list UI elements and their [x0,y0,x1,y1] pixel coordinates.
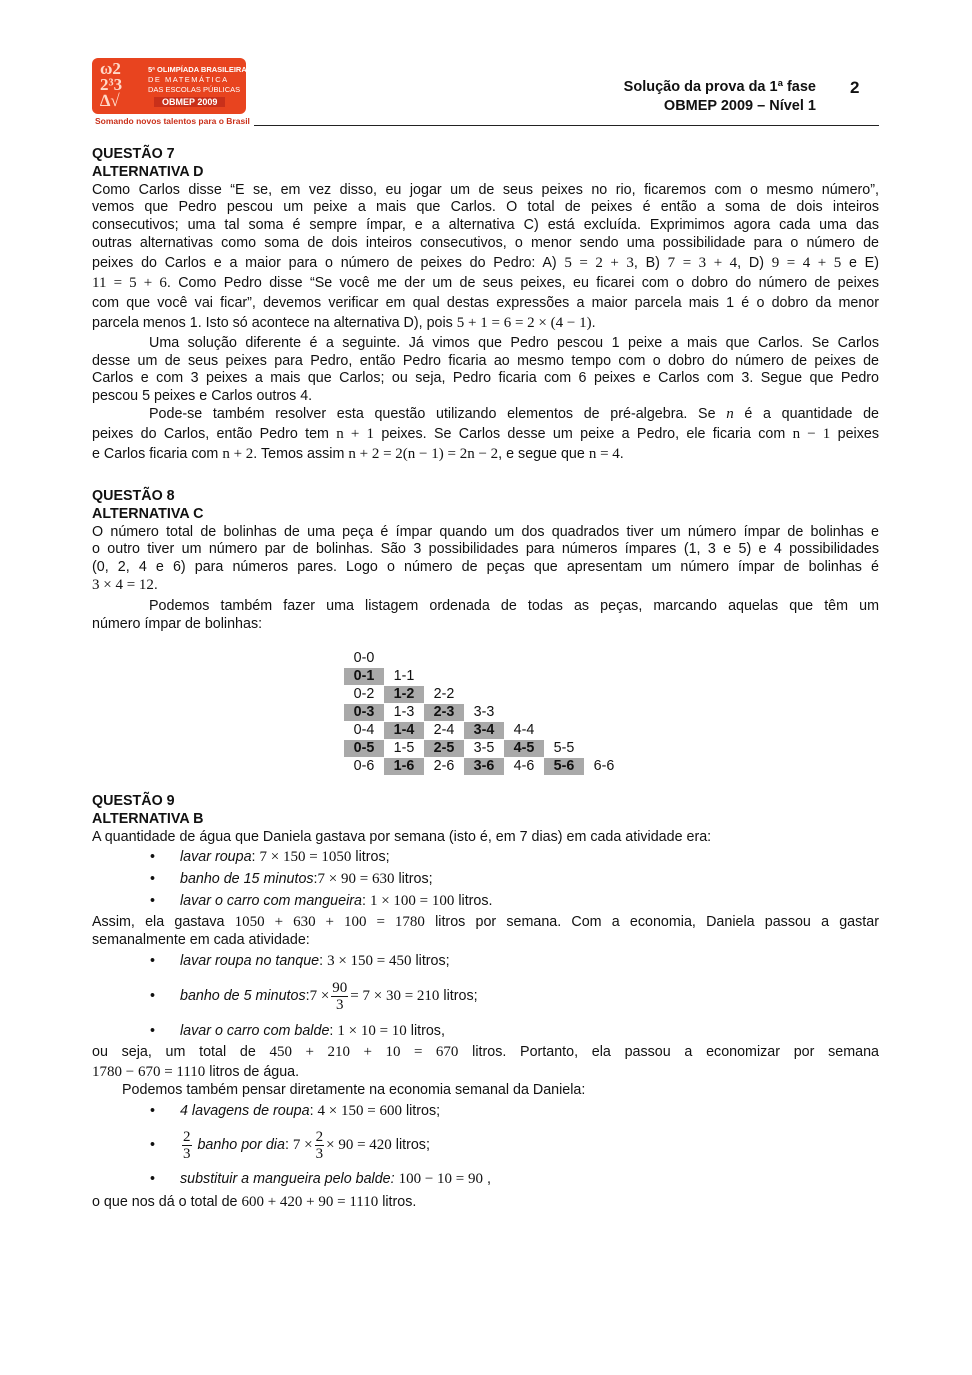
q9-math: 4 × 150 = 600 [317,1102,402,1119]
q7-p1-line [92,253,879,273]
domino-cell-odd: 3-6 [464,758,504,775]
obmep-logo [92,58,246,114]
domino-cell: 1-1 [393,668,415,684]
q9-math: 7 × [309,988,330,1005]
q9-math: 7 × 150 = 1050 [259,849,352,866]
logo-line-3: DAS ESCOLAS PÚBLICAS [148,85,241,94]
domino-cell: 0-0 [353,650,375,666]
q9-label: lavar o carro com balde [180,1023,330,1040]
logo-line-1: 5ª OLIMPÍADA BRASILEIRA [148,65,247,74]
q8-answer: ALTERNATIVA C [92,505,204,522]
q8-text: . [153,576,158,593]
q7-math: n + 1 [336,425,374,442]
q7-text: e Carlos ficaria com [92,445,219,462]
question-7 [92,146,879,464]
question-8 [92,488,879,633]
q9-unit: litros. [458,893,493,910]
q9-unit: litros; [355,849,390,866]
logo-slogan: Somando novos talentos para o Brasil [95,116,250,126]
q7-math: n + 2 = 2(n − 1) = 2n − 2 [348,445,499,462]
page-title-line-2: OBMEP 2009 – Nível 1 [663,98,816,114]
q9-text: litros. [382,1193,417,1210]
q7-math-d: 9 = 4 + 5 [771,254,842,271]
q7-math-b: 7 = 3 + 4 [667,254,738,271]
q9-unit: litros; [395,1136,430,1153]
q9-unit: litros; [405,1102,441,1119]
q9-label: lavar roupa [180,849,252,866]
q7-p3-line [92,444,879,464]
domino-cell-odd: 2-5 [424,740,464,757]
q7-p2-line: Uma solução diferente é a seguinte. Já vimos que Pedro pescou 1 peixe a mais que Carlos. Se Carlos [149,334,879,351]
q9-math: 1 × 10 = 10 [337,1023,407,1040]
q7-text: parcela menos 1. Isto só acontece na alternativa D), pois [92,314,453,331]
q7-math: n = 4 [588,445,620,462]
q7-answer: ALTERNATIVA D [92,163,204,180]
q7-text: peixes do Carlos, então Pedro tem [92,425,329,442]
domino-cell-odd: 2-3 [424,704,464,721]
q7-math-a: 5 = 2 + 3 [564,254,634,271]
q7-text: peixes [837,425,879,442]
q9-alt-item [92,1168,879,1190]
header-rule [254,125,879,126]
page-number: 2 [850,78,860,97]
q9-sep: : [361,893,366,910]
q7-text: Pode-se também resolver esta questão utilizando elementos de pré-algebra. Se [149,405,716,422]
domino-cell-odd: 3-4 [464,722,504,739]
page-title [560,78,816,116]
domino-cell-odd: 1-2 [384,686,424,703]
q8-math: 3 × 4 = 12 [92,576,154,593]
q7-p1-line: consecutivos; uma tal soma é sempre ímpar, e a alternativa C) está excluída. Exprimimos agora cada uma das [92,217,879,234]
logo-line-2: DE MATEMÁTICA [148,75,229,84]
q7-text: . [591,314,596,331]
fraction-den: 3 [315,1145,324,1162]
q9-before-item [92,890,879,912]
q9-label: banho de 15 minutos [180,871,314,888]
fraction [315,1129,325,1162]
q7-math-check: 5 + 1 = 6 = 2 × (4 − 1) [456,314,592,331]
q7-p3-line [92,424,879,444]
domino-cell-odd: 5-6 [544,758,584,775]
q7-text: , e segue que [498,445,585,462]
fraction [182,1129,192,1162]
q9-sep: : [313,871,318,888]
fraction-num: 2 [315,1128,324,1145]
q7-text: peixes. Se Carlos desse um peixe a Pedro, ele ficaria com [381,425,786,442]
domino-cell: 2-6 [433,758,455,774]
domino-cell: 6-6 [593,758,615,774]
q9-after-item: • lavar roupa no tanque: 3 × 150 = 450 litros; [92,950,879,972]
q7-p1-line: outras alternativas como soma de dois inteiros consecutivos, o menor sendo uma possibilidade para o número de [92,234,879,251]
fraction-num: 90 [332,979,348,996]
q9-mid-line: semanalmente em cada atividade: [92,932,310,949]
domino-cell-odd: 0-3 [344,704,384,721]
q7-text: . Como Pedro disse “Se você me der um de seus peixes, eu ficarei com o dobro do número de peixes [166,274,879,291]
q9-before-item [92,846,879,868]
domino-cell: 4-6 [513,758,535,774]
q9-intro: A quantidade de água que Daniela gastava por semana (isto é, em 7 dias) em cada atividade era: [92,828,712,845]
domino-cell: 1-5 [393,740,415,756]
q7-text: e E) [848,254,879,271]
q7-text: . [619,445,624,462]
q9-math: × 90 = 420 [326,1136,392,1153]
page-title-line-1: Solução da prova da 1ª fase [623,79,816,95]
q9-label: lavar o carro com mangueira [180,893,362,910]
q9-after-item: • lavar o carro com balde: 1 × 10 = 10 litros, [92,1020,879,1042]
q7-p1-line: vemos que Pedro pescou um peixe a mais que Carlos. O total de peixes é então a soma de dois inteiros [92,199,879,216]
q7-title: QUESTÃO 7 [92,146,175,162]
q7-p1-line: com que você vai ficar”, devemos verificar em qual destas expressões a maior parcela mais 1 é o dobro da menor [92,294,879,311]
question-9 [92,793,879,1212]
fraction-num: • 2 [183,1128,191,1145]
q9-label: banho por dia [197,1136,285,1153]
domino-cell-odd: 0-5 [344,740,384,757]
q9-before-item [92,868,879,890]
fraction-den: 3 [336,996,344,1013]
q9-mid-line [92,912,879,932]
domino-cell: 4-4 [513,722,535,738]
domino-cell-odd: 1-6 [384,758,424,775]
q9-math: 1 × 100 = 100 [369,893,455,910]
domino-cell: 2-2 [433,686,455,702]
q9-text: o que nos dá o total de [92,1193,238,1210]
q7-math-e: 11 = 5 + 6 [92,274,167,291]
q8-p2-line: número ímpar de bolinhas: [92,615,263,632]
q9-alt-item: • $\frac{2}{3}$ banho por dia: 7 × $\frac{2}{3}$ × 90 = 420 litros; [92,1122,879,1168]
q9-answer: ALTERNATIVA B [92,810,204,827]
q9-math: 1780 − 670 = 1110 [92,1064,206,1081]
q7-p1-line [92,273,879,293]
q8-p1-line: o outro tiver um número par de bolinhas. São 3 possibilidades para números ímpares (1, 3 e 5) e 4 possibilidades [92,541,879,558]
q9-math: 7 × 90 = 630 [317,871,395,888]
q9-text: litros de água. [209,1064,300,1081]
q7-text: . Temos assim [253,445,345,462]
q9-sep: : [251,849,256,866]
q9-total-line [92,1062,879,1082]
q9-math: 450 + 210 + 10 = 670 [269,1044,459,1061]
q9-label: banho de 5 minutos [180,988,306,1005]
q9-unit: litros; [443,988,478,1005]
q7-text: , D) [737,254,764,271]
fraction-den: 3 [183,1145,191,1162]
q9-text: Assim, ela gastava [92,914,225,931]
q9-total-line [92,1042,879,1062]
q7-text: , B) [633,254,660,271]
domino-cell: 1-3 [393,704,415,720]
q8-p1-line [92,577,879,595]
q9-math: 3 × 150 = 450 [327,953,412,970]
domino-cell-odd: 1-4 [384,722,424,739]
q9-after-item: • banho de 5 minutos:7 × $\frac{90}{3}$ = 7 × 30 = 210 litros; [92,972,879,1020]
q8-title: QUESTÃO 8 [92,488,175,504]
q7-p3-line [92,406,879,424]
domino-cell: 2-4 [433,722,455,738]
q9-text: litros. Portanto, ela passou a economizar por semana [472,1044,879,1061]
q9-title: QUESTÃO 9 [92,793,175,809]
q9-label: 4 lavagens de roupa [180,1102,310,1119]
logo-mark-icon: ω2 2³3 ∆√ [100,59,123,110]
q9-final-line [92,1192,879,1212]
q7-text: peixes do Carlos e a maior para o número de peixes do Pedro: A) [92,254,557,271]
q9-math: = 7 × 30 = 210 [350,988,440,1005]
domino-cell-odd: 4-5 [504,740,544,757]
q9-unit: litros; [398,871,433,888]
logo-line-4: OBMEP 2009 [154,97,225,107]
domino-cell: 0-6 [353,758,375,774]
domino-cell: 0-4 [353,722,375,738]
q7-var-n: n [726,405,734,422]
q8-p1-line: O número total de bolinhas de uma peça é ímpar quando um dos quadrados tiver um número ímpar de bolinhas e [92,523,879,540]
q9-alt-item: • 4 lavagens de roupa: 4 × 150 = 600 litros; [92,1100,879,1122]
q9-alt-intro: Podemos também pensar diretamente na economia semanal da Daniela: [122,1082,586,1099]
domino-cell: 3-5 [473,740,495,756]
q9-math: 1050 + 630 + 100 = 1780 [234,914,425,931]
q8-p1-line: (0, 2, 4 e 6) para números pares. Logo o número de peças que apresentam um número ímpar de bolinhas é [92,559,879,576]
fraction [331,980,348,1013]
domino-cell: 0-2 [353,686,375,702]
q7-p1-line [92,313,879,333]
q8-p2-line: Podemos também fazer uma listagem ordenada de todas as peças, marcando aquelas que têm um [149,597,879,614]
q7-p2-line: Carlos e com 3 peixes a mais que Carlos; ou seja, Pedro ficaria com 6 peixes e Carlos com 3. Segue que Pedro [92,370,879,387]
q9-text: , [486,1170,491,1187]
domino-cell: 3-3 [473,704,495,720]
domino-cell-odd: 0-1 [344,668,384,685]
q7-math: n + 2 [222,445,254,462]
q9-text: litros por semana. Com a economia, Daniela passou a gastar [435,914,879,931]
q9-math: 7 × [292,1136,313,1153]
q9-math: 600 + 420 + 90 = 1110 [241,1193,379,1210]
domino-cell: 5-5 [553,740,575,756]
q7-p1-line: Como Carlos disse “E se, em vez disso, eu jogar um de seus peixes no rio, ficaremos com o mesmo número”, [92,181,879,198]
q9-label: lavar roupa no tanque [180,953,320,970]
q9-unit: litros, [410,1023,445,1040]
q7-p2-line: pescou 5 peixes e Carlos outros 4. [92,388,313,405]
q7-p2-line: desse um de seus peixes para Pedro, então Pedro ficaria ao mesmo tempo com o dobro do número de peixes de [92,352,879,369]
q7-text: é a quantidade de [744,405,880,422]
q9-unit: litros; [415,953,450,970]
q7-math: n − 1 [792,425,831,442]
q9-text: ou seja, um total de [92,1044,256,1061]
q9-math: 100 − 10 = 90 [398,1170,483,1187]
q9-label: substituir a mangueira pelo balde: [180,1170,395,1187]
